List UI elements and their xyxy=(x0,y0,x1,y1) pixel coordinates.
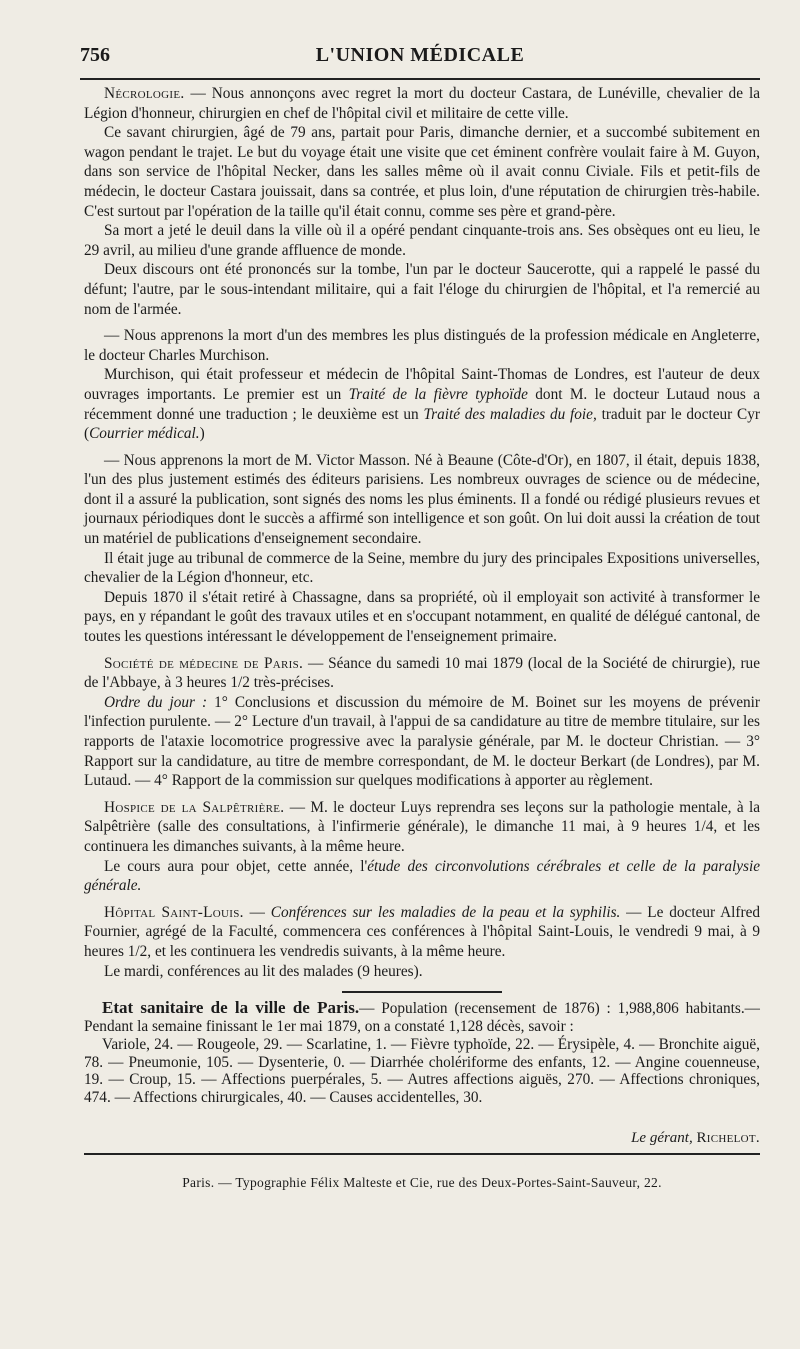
castara-paragraph: Ce savant chirurgien, âgé de 79 ans, partait pour Paris, dimanche dernier, et a succombé subitement en wagon pendant le trajet. Le but du voyage était une visite que cet éminent confrère voulait faire à M. Guyon, dans son service de l'hôpital Necker, dans les salles même où il avait connu Civiale. Fils et petit-fils de médecin, le docteur Castara jouissait, dans sa contrée, et plus loin, d'une réputation de chirurgien très-habile. C'est surtout par l'opération de la taille qu'il était connu, comme ses père et grand-père. xyxy=(84,124,760,220)
murchison-works: Murchison, qui était professeur et médecin de l'hôpital Saint-Thomas de Londres, est l'auteur de deux ouvrages importants. Le premier est un Traité de la fièvre typhoïde dont M. le docteur Lutaud nous a récemment donné une traduction ; le deuxième est un Traité des maladies du foie, traduit par le docteur Cyr (Courrier médical.) xyxy=(84,366,760,443)
etat-sanitaire-list: Variole, 24. — Rougeole, 29. — Scarlatine, 1. — Fièvre typhoïde, 22. — Érysipèle, 4. — Bronchite aiguë, 78. — Pneumonie, 105. — Dysenterie, 0. — Diarrhée cholériforme des enfants, 12. — Angine couenneuse, 19. — Croup, 15. — Affections puerpérales, 5. — Autres affections aiguës, 270. — Affections chroniques, 474. — Affections chirurgicales, 40. — Causes accidentelles, 30. xyxy=(84,1035,760,1107)
masson-juge: Il était juge au tribunal de commerce de la Seine, membre du jury des principales Expositions universelles, chevalier de la Légion d'honneur, etc. xyxy=(84,549,760,587)
salpetriere-lead: Hospice de la Salpêtrière. xyxy=(104,798,285,816)
printer-imprint: Paris. — Typographie Félix Malteste et Cie, rue des Deux-Portes-Saint-Sauveur, 22. xyxy=(182,1174,662,1190)
salpetriere-cours: Le cours aura pour objet, cette année, l'étude des circonvolutions cérébrales et celle de la paralysie générale. xyxy=(84,857,760,895)
running-title: L'UNION MÉDICALE xyxy=(315,44,525,66)
castara-obseques: Sa mort a jeté le deuil dans la ville où il a opéré pendant cinquante-trois ans. Ses obsèques ont eu lieu, le 29 avril, au milieu d'une grande affluence de monde. xyxy=(84,222,760,259)
salpetriere-paragraph: Hospice de la Salpêtrière. — M. le docteur Luys reprendra ses leçons sur la pathologie mentale, à la Salpêtrière (salle des consultations, à l'infirmerie générale), le dimanche 11 mai, à 9 heures 1/4, et les continuera les dimanches suivants, à la même heure. xyxy=(84,798,760,855)
etat-sanitaire-intro: Etat sanitaire de la ville de Paris.— Population (recensement de 1876) : 1,988,806 habitants.—Pendant la semaine finissant le 1er mai 1879, on a constaté 1,128 décès, savoir : xyxy=(84,998,760,1035)
castara-discours: Deux discours ont été prononcés sur la tombe, l'un par le docteur Saucerotte, qui a rappelé le passé du défunt; l'autre, par le sous-intendant militaire, qui a fait l'éloge du chirurgien de l'hôpital, et l'a remercié au nom de l'armée. xyxy=(84,261,760,318)
necrologie-lead: Nécrologie. xyxy=(104,85,185,102)
saint-louis-paragraph: Hôpital Saint-Louis. — Conférences sur les maladies de la peau et la syphilis. — Le docteur Alfred Fournier, agrégé de la Faculté, commencera ces conférences à l'hôpital Saint-Louis, le vendredi 9 mai, à 9 heures 1/2, et les continuera les vendredis suivants, à la même heure. xyxy=(84,903,761,960)
necrologie-paragraph: Nécrologie. — Nous annonçons avec regret la mort du docteur Castara, de Lunéville, chevalier de la Légion d'honneur, chirurgien en chef de l'hôpital civil et militaire de cette ville. xyxy=(84,85,761,122)
footer-rule xyxy=(84,1153,760,1155)
header-rule xyxy=(80,78,760,80)
ordre-du-jour: Ordre du jour : 1° Conclusions et discussion du mémoire de M. Boinet sur les moyens de prévenir l'infection purulente. — 2° Lecture d'un travail, à l'appui de sa candidature au titre de membre titulaire, sur les rapports de l'ataxie locomotrice progressive avec la paralysie générale, par M. le docteur Christian. — 3° Rapport sur la candidature, au titre de membre correspondant, de M. le docteur Berkart (de Londres), par M. Lutaud. — 4° Rapport de la commission sur quelques modifications à apporter au règlement. xyxy=(84,693,760,790)
section-rule xyxy=(342,991,502,993)
murchison-paragraph: — Nous apprenons la mort d'un des membres les plus distingués de la profession médicale en Angleterre, le docteur Charles Murchison. xyxy=(84,327,760,364)
saint-louis-lead: Hôpital Saint-Louis. xyxy=(104,903,244,921)
societe-paragraph: Société de médecine de Paris. — Séance du samedi 10 mai 1879 (local de la Société de chirurgie), rue de l'Abbaye, à 3 heures 1/2 très-précises. xyxy=(84,654,760,692)
page-header xyxy=(80,40,760,74)
masson-retraite: Depuis 1870 il s'était retiré à Chassagne, dans sa propriété, où il employait son activité à transformer le pays, en y répandant le goût des travaux utiles et en s'occupant notamment, en qualité de délégué cantonal, de toutes les questions intéressant le développement de l'enseignement primaire. xyxy=(84,588,760,646)
gerant-signature: Le gérant, Richelot. xyxy=(631,1129,760,1146)
masson-paragraph: — Nous apprenons la mort de M. Victor Masson. Né à Beaune (Côte-d'Or), en 1807, il était, depuis 1838, l'un des plus justement estimés des éditeurs parisiens. Les nombreux ouvrages de science ou de médecine, dont il a assuré la publication, sont signés des noms les plus éminents. Il a fondé ou rédigé plusieurs revues et journaux périodiques dont le succès a affirmé son intelligence et son goût. On lui doit aussi la création de tout un matériel de publications d'enseignement secondaire. xyxy=(84,451,760,548)
etat-sanitaire xyxy=(84,999,760,1107)
article-body xyxy=(84,84,760,1192)
saint-louis-mardi: Le mardi, conférences au lit des malades (9 heures). xyxy=(104,962,423,980)
societe-lead: Société de médecine de Paris. xyxy=(104,654,304,672)
page-number: 756 xyxy=(80,44,110,66)
etat-sanitaire-head: Etat sanitaire de la ville de Paris. xyxy=(102,998,360,1018)
